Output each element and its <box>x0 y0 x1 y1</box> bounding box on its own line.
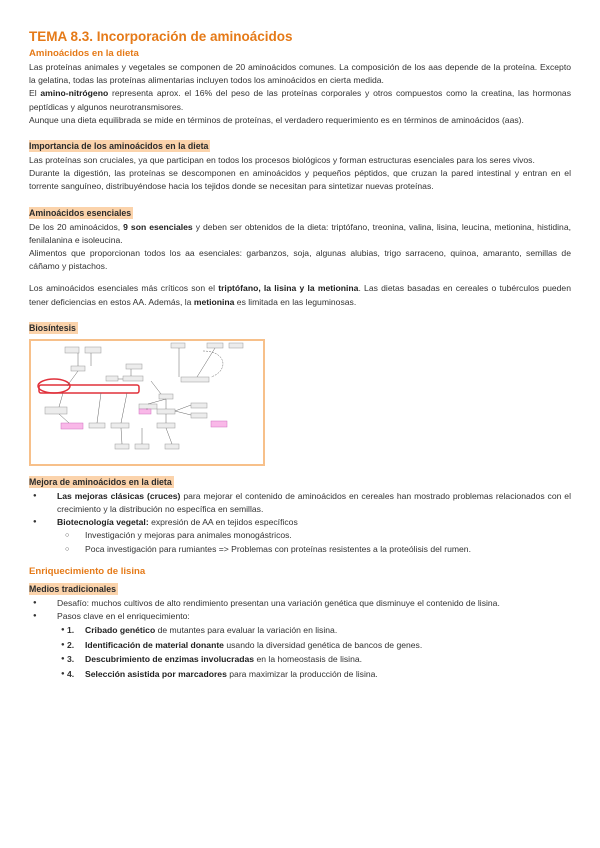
list-item: ● Biotecnología vegetal: expresión de AA en tejidos específicos ○ Investigación y mejoras para animales monogástricos. ○ Poca investigación para rumiantes => Problemas con proteínas resistentes a la proteólisis del rumen. <box>57 516 571 556</box>
biosynthesis-diagram <box>29 339 265 466</box>
bullet-list <box>29 490 571 556</box>
page-title: TEMA 8.3. Incorporación de aminoácidos <box>29 29 293 44</box>
section-heading-importancia: Importancia de los aminoácidos en la dieta <box>29 141 209 152</box>
paragraph: Las proteínas son cruciales, ya que participan en todos los procesos biológicos y forman estructuras esenciales para los seres vivos. <box>29 155 535 166</box>
paragraph: El amino-nitrógeno representa aprox. el 16% del peso de las proteínas corporales y otros compuestos como la creatina, las hormonas peptídicas y algunos neurotransmisores. <box>29 88 571 112</box>
document-page <box>29 28 571 682</box>
sub-list <box>57 529 571 555</box>
list-item: ● Las mejoras clásicas (cruces) para mejorar el contenido de aminoácidos en cereales han mostrado problemas relacionados con el crecimiento y la distribución no específica en semillas. <box>57 490 571 516</box>
list-item: ● Desafío: muchos cultivos de alto rendimiento presentan una variación genética que disminuye el contenido de lisina. <box>57 597 571 610</box>
list-item: ● 2. Identificación de material donante usando la diversidad genética de bancos de genes. <box>85 638 571 653</box>
bullet-list <box>29 597 571 682</box>
paragraph: Aunque una dieta equilibrada se mide en términos de proteínas, el verdadero requerimiento es en términos de aminoácidos (aas). <box>29 114 524 125</box>
paragraph: Alimentos que proporcionan todos los aa esenciales: garbanzos, soja, algunas alubias, trigo sarraceno, quinoa, amaranto, semillas de cáñamo y pistachos. <box>29 248 571 272</box>
section-heading-lisina: Enriquecimiento de lisina <box>29 565 146 577</box>
subsection-heading-medios: Medios tradicionales <box>29 583 117 594</box>
list-item: ○ Poca investigación para rumiantes => Problemas con proteínas resistentes a la proteólisis del rumen. <box>85 543 571 556</box>
paragraph: De los 20 aminoácidos, 9 son esenciales y deben ser obtenidos de la dieta: triptófano, treonina, valina, lisina, leucina, metionina, histidina, fenilalanina e isoleucina. <box>29 221 571 245</box>
paragraph: Las proteínas animales y vegetales se componen de 20 aminoácidos comunes. La composición de los aas depende de la proteína. Excepto la gelatina, todas las proteínas alimentarias incluyen todos los aminoácidos en cierta medida. <box>29 62 571 86</box>
list-item: ● 1. Cribado genético de mutantes para evaluar la variación en lisina. <box>85 623 571 638</box>
list-item: ● Pasos clave en el enriquecimiento: ● 1. Cribado genético de mutantes para evaluar la variación en lisina. ● 2. Identificación de material donante usando la diversidad genética de bancos de genes. ● 3. Descubrimiento de enzimas involucradas en la homeostasis de lisina. ● 4. Selección asistida por marcadores para maximizar la producción de lisina. <box>57 610 571 682</box>
paragraph: Durante la digestión, las proteínas se descomponen en aminoácidos y pequeños péptidos, que cruzan la pared intestinal y entran en el torrente sanguíneo, distribuyéndose hacia los tejidos donde se necesitan para sintetizar nuevas proteínas. <box>29 168 571 192</box>
pathway-diagram-image <box>31 341 263 464</box>
numbered-list <box>57 623 571 681</box>
list-item: ● 4. Selección asistida por marcadores para maximizar la producción de lisina. <box>85 667 571 682</box>
section-heading-dieta: Aminoácidos en la dieta <box>29 48 139 59</box>
list-item: ● 3. Descubrimiento de enzimas involucradas en la homeostasis de lisina. <box>85 652 571 667</box>
paragraph: Los aminoácidos esenciales más críticos son el triptófano, la lisina y la metionina. Las dietas basadas en cereales o tubérculos pueden tener deficiencias en estos AA. Además, la metionina es limitada en las leguminosas. <box>29 283 571 307</box>
section-heading-mejora: Mejora de aminoácidos en la dieta <box>29 476 172 487</box>
list-item: ○ Investigación y mejoras para animales monogástricos. <box>85 529 571 542</box>
section-heading-biosintesis: Biosíntesis <box>29 322 76 333</box>
section-heading-esenciales: Aminoácidos esenciales <box>29 207 132 218</box>
